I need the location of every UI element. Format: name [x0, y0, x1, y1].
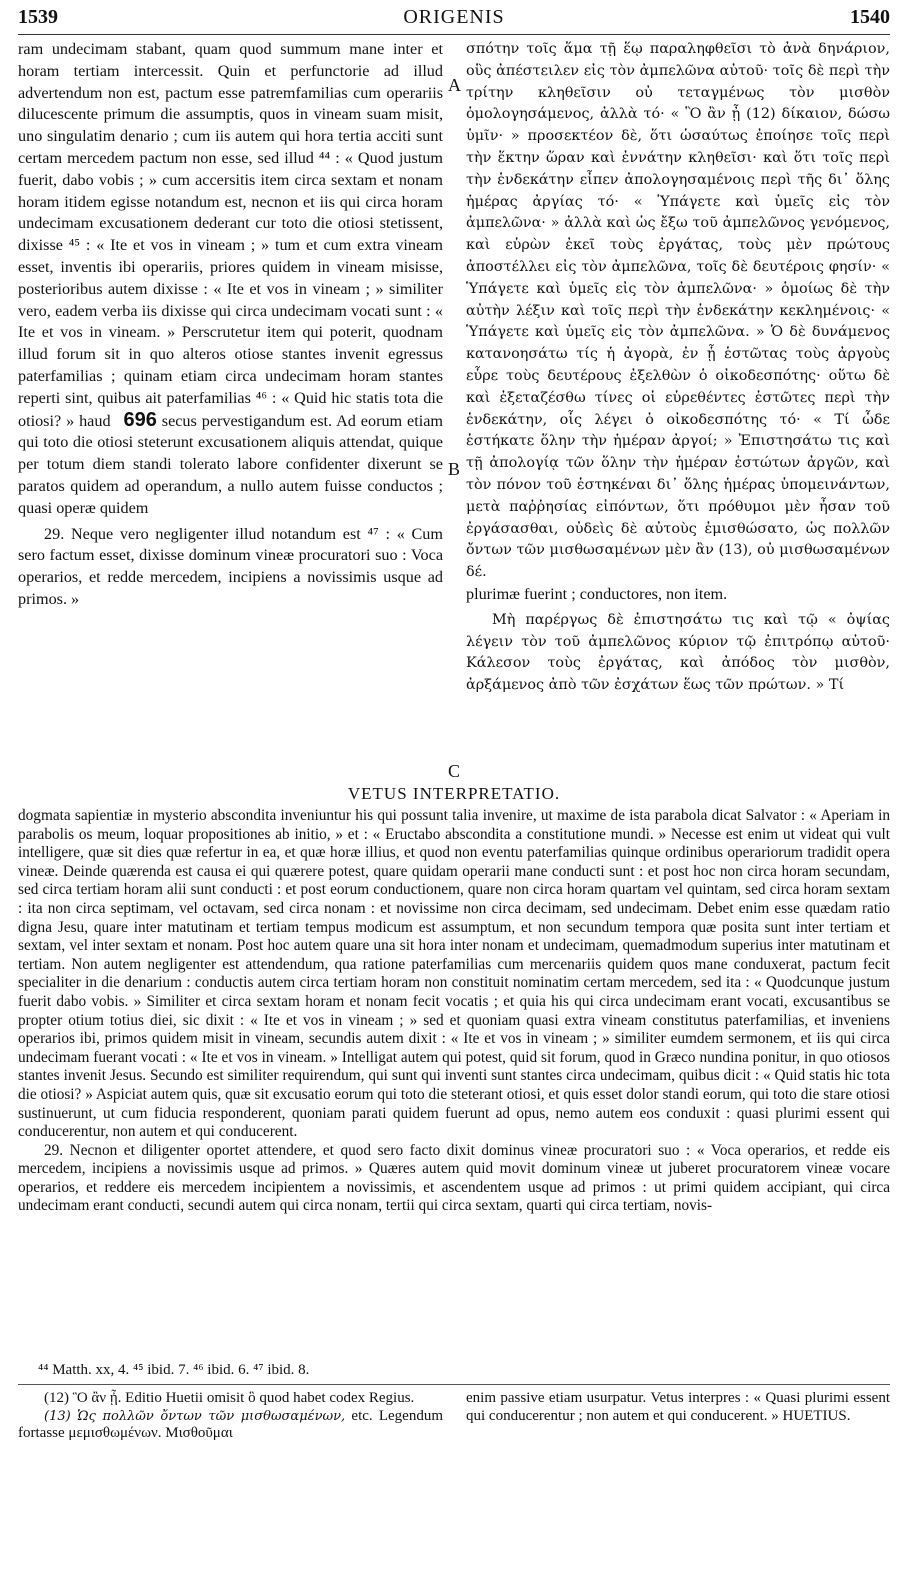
- footnote-13-text: etc. Legendum fortasse μεμισθωμένων. Μισθοῦμαι: [18, 1407, 443, 1442]
- footnote-divider: [18, 1384, 890, 1385]
- footnote-13-lemma: (13) Ὡς πολλῶν ὄντων τῶν μισθωσαμένων,: [44, 1408, 346, 1424]
- vetus-paragraph-1: dogmata sapientiæ in mysterio abscondita inveniuntur his qui possunt talia invenire, ut maxime de ista parabola dicat Salvator : « Aperiam in parabolis os meum, loquar propositiones ab initio, » et : « Eructabo abscondita a constitutione mundi. » Necesse est enim ut videat qui vult intelligere, quæ sit dies quæ refertur in ea, et quæ horæ illius, et quod non eventu paterfamilias quinque ordinibus operariorum tradidit opera vineæ. Deinde quærenda est causa ei qui quærere potest, quare quidam operarii mane conducti sunt : et post hoc non circa horam secundam, sed circa tertiam horam alii sunt conducti : et post eorum conductionem, quare non circa horam quartam vel quintam, sed circa horam sextam : ita non circa septimam, vel octavam, sed circa nonam : et novissime non circa decimam, sed undecimam. Debet enim esse quædam ratio digna Jesu, quare inter matutinam et tertiam tempus modicum est assumptum, et non secundum tempora quæ posita sunt inter tertiam et sextam, vel inter sextam et nonam. Post hoc autem quare una sit hora inter nonam et undecimam, quemadmodum superius inter matutinam et tertiam. Non autem negligenter est attendendum, qua ratione paterfamilias cum mercenariis quidem quos mane conduxerat, pactum fecit specialiter in die denarium : conductis autem circa tertiam horam non constituit nominatim certam mercedem, sed ita : « Quodcunque justum fuerit dabo vobis. » Similiter et circa sextam horam et nonam fecit vocatis ; et quia his qui circa undecimam erant vocati, excusantibus se propter otium totius diei, sic dixit : « Ite et vos in vineam ; » sed et quoniam quasi extra vineam constitutus paterfamilias, et inveniens operarios ibi, primos quidem misit in vineam, secundis autem dixit : « Ite et vos in vineam ; » similiter eumdem sermonem, et iis qui circa undecimam fuerant vocati : « Ite et vos in vineam. » Intelligat autem qui potest, quid sit forum, quod in Græco nundina ponitur, in quo otiosos stantes invenit Jesus. Secundo est similiter requirendum, qui sunt qui inventi sunt stantes circa undecimam, quibus dicit : « Quid statis hic tota die otiosi? » Aspiciat autem quis, quæ sit excusatio eorum qui toto die steterant otiosi, et quis esset dolor standi eorum, qui toto die stare otiosi sustinuerunt, ut cum fiducia responderent, quoniam parati quidem fuerunt ad opus, nemo autem eos conduxit : quasi plurimi essent qui conducerentur, non autem et qui conducerent.: [18, 807, 890, 1141]
- latin-insert: plurimæ fuerint ; conductores, non item.: [466, 584, 728, 603]
- vetus-paragraph-2: 29. Necnon et diligenter oportet attendere, et quod sero facto dixit dominus vineæ procuratori suo : « Voca operarios, et redde eis mercedem, incipiens a novissimis usque ad primos. » Quæres autem quid movit dominum vineæ ut juberet procuratorem vineæ vocare operarios, et reddere eis mercedem incipientem a novissimis, et ascendentem usque ad primos : ut primi quidem accipiant, qui circa undecimam erant conducti, secundi autem qui circa nonam, tertii qui circa sextam, quarti qui circa tertiam, novis-: [18, 1141, 890, 1215]
- latin-text-continued: secus pervestigandum est. Ad eorum etiam qui toto die otiosi steterunt excusationem aliquis attendat, quique per totum diem standi tolerato labore confidenter dixerunt se paratos quidem ad operandum, a nullo autem fuisse conductos ; quasi operæ quidem: [18, 411, 444, 517]
- parallel-columns: [18, 39, 890, 781]
- vetus-interpretatio-text: [18, 807, 890, 1216]
- footnote-13: [18, 1408, 443, 1443]
- greek-paragraph-29: Μὴ παρέργως δὲ ἐπιστησάτω τις καὶ τῷ « ὀψίας λέγειν τὸν τοῦ ἀμπελῶνος κύριον τῷ ἐπιτρόπῳ αὐτοῦ· Κάλεσον τοὺς ἐργάτας, καὶ ἀπόδος τὸν μισθὸν, ἀρξάμενος ἀπὸ τῶν ἐσχάτων ἕως τῶν πρώτων. » Τί: [466, 611, 890, 694]
- margin-marker-c: C: [448, 761, 461, 781]
- migne-column-number: 696: [123, 408, 157, 431]
- margin-marker-b: B: [448, 459, 461, 479]
- footnotes-right: [466, 1390, 890, 1425]
- latin-paragraph-29: 29. Neque vero negligenter illud notandum est ⁴⁷ : « Cum sero factum esset, dixisse dominum vineæ procuratori suo : Voca operarios, et redde mercedem, incipiens a novissimis usque ad primos. »: [18, 524, 443, 608]
- greek-column: [466, 39, 890, 697]
- running-header: [18, 4, 890, 35]
- page: [18, 4, 890, 1442]
- greek-text: σπότην τοῖς ἅμα τῇ ἕῳ παραληφθεῖσι τὸ ἀνὰ δηνάριον, οὓς ἀπέστειλεν εἰς τὸν ἀμπελῶνα αὐτοῦ· τοῖς δὲ περὶ τὴν τρίτην κληθεῖσιν οὐ τεταγμένως τὸν μισθὸν ὁμολογησάμενος, ἀλλὰ τό· « Ὃ ἂν ᾖ (12) δίκαιον, δώσω ὑμῖν· » προσεκτέον δὲ, ὅτι ὡσαύτως ἐποίησε τοῖς περὶ τὴν ἕκτην ὥραν καὶ ἐννάτην κληθεῖσι· καὶ ὅτι τοῖς περὶ τὴν ἑνδεκάτην εἶπεν ἀπολογησαμένοις περὶ τῆς δι᾽ ὅλης ἡμέρας ἀργίας τό· « Ὑπάγετε καὶ ὑμεῖς εἰς τὸν ἀμπελῶνα· » ἀλλὰ καὶ ὡς ἔξω τοῦ ἀμπελῶνος γενόμενος, καὶ εὑρὼν ἐκεῖ τοὺς ἐργάτας, τοὺς μὲν πρώτους ἀποστέλλει εἰς τὸν ἀμπελῶνα, τοῖς δὲ δευτέροις φησίν· « Ὑπάγετε καὶ ὑμεῖς εἰς τὸν ἀμπελῶνα· » ὁμοίως δὲ τὴν αὐτὴν λέξιν καὶ τοῖς περὶ τὴν ἑνδεκάτην κεκλημένοις· « Ὑπάγετε καὶ ὑμεῖς εἰς τὸν ἀμπελῶνα. » Ὁ δὲ δυνάμενος κατανοησάτω τίς ἡ ἀγορὰ, ἐν ᾗ ἑστῶτας τοὺς ἀργοὺς εὗρε τοὺς δευτέρους ἐξελθὼν ὁ οἰκοδεσπότης· οὕτω δὲ καὶ ἐξεταζέσθω τίνες οἱ εὑρεθέντες ἑστῶτες περὶ τὴν ἑνδεκάτην, οἷς λέγει ὁ οἰκοδεσπότης τό· « Τί ὧδε ἑστήκατε ὅλην τὴν ἡμέραν ἀργοί; » Ἐπιστησάτω τις καὶ τῇ ἀπολογίᾳ τῶν ὅλην τὴν ἡμέραν ἑστώτων ἀργῶν, καὶ τὸν πόνον τοῦ ἑστηκέναι δι᾽ ὅλης ἡμέρας ὑπομεινάντων, μετὰ παῤῥησίας εἰπόντων, ὅτι πρόθυμοι μὲν ἦσαν τοῦ ἐργάσασθαι, οὐδεὶς δὲ αὐτοὺς ἐμισθώσατο, ὡς πολλῶν ὄντων τῶν μισθωσαμένων μὲν ἂν (13), οὐ μισθωσαμένων δέ.: [466, 41, 890, 581]
- right-column-number: 1540: [850, 6, 890, 28]
- footnote-12: (12) Ὃ ἂν ᾖ. Editio Huetii omisit ὃ quod habet codex Regius.: [44, 1390, 415, 1406]
- footnotes-left: [18, 1390, 443, 1443]
- running-title: ORIGENIS: [403, 6, 505, 28]
- left-column-number: 1539: [18, 6, 58, 28]
- scripture-references: ⁴⁴ Matth. xx, 4. ⁴⁵ ibid. 7. ⁴⁶ ibid. 6. ⁴⁷ ibid. 8.: [38, 1362, 310, 1378]
- margin-marker-a: A: [448, 75, 461, 95]
- vetus-interpretatio-heading: VETUS INTERPRETATIO.: [347, 784, 561, 803]
- footnote-13-continued: enim passive etiam usurpatur. Vetus interpres : « Quasi plurimi essent qui conducerentur ; non autem et qui conducerent. » HUETIUS.: [466, 1390, 890, 1424]
- latin-column: [18, 39, 443, 611]
- latin-text: ram undecimam stabant, quam quod summum mane inter et horam tertiam intercessit. Quin et perfunctorie ad illud advertendum non est, pactum esse patremfamilias cum operariis dilucescente primum die assumptis, quos in vineam suam misit, uno singulatim denario ; cum iis autem qui hora tertia acciti sunt certam mercedem pactum non esse, sed illud ⁴⁴ : « Quod justum fuerit, dabo vobis ; » cum accersitis item circa sextam et nonam horam itidem egisse notandum est, necnon et iis qui circa horam undecimam excusationem dederant cur toto die otiosi stetissent, dixisse ⁴⁵ : « Ite et vos in vineam ; » tum et cum extra vineam esset, inventis ibi operariis, priores quidem in vineam misisse, posterioribus autem dixisse : « Ite et vos in vineam ; » similiter vero, eadem verba iis dixisse qui circa undecimam vocati sunt : « Ite et vos in vineam. » Perscrutetur item qui poterit, quodnam illud forum sit in quo alteros otiose stantes invenit egressus paterfamilias ; quinam etiam circa undecimam horam stantes reperti sint, quibus ait paterfamilias ⁴⁶ : « Quid hic statis tota die otiosi? » haud: [18, 40, 443, 430]
